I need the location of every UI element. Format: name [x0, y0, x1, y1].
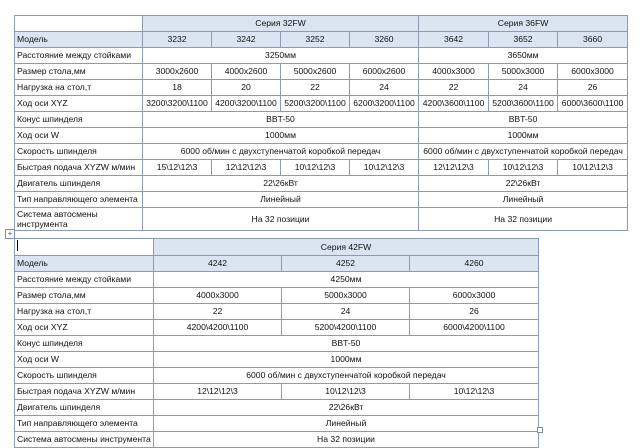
row-guide-type [15, 416, 539, 432]
value-cell: 6000x3000 [558, 64, 628, 80]
row-spindle-speed [15, 144, 628, 160]
row-rapid-feed [15, 160, 628, 176]
value-cell: 4000x3000 [154, 288, 282, 304]
value-cell: 5200\3200\1100 [281, 96, 350, 112]
value-cell: 15\12\12\3 [143, 160, 212, 176]
value-cell: 6000x2600 [350, 64, 419, 80]
value-cell: 6000 об/мин с двухступенчатой коробкой передач [419, 144, 628, 160]
value-cell: Линейный [143, 192, 419, 208]
row-label: Расстояние между стойками [15, 48, 143, 64]
value-cell: 18 [143, 80, 212, 96]
row-tool-changer [15, 432, 539, 448]
table-resize-handle[interactable] [537, 427, 543, 433]
value-cell: 4200\3600\1100 [419, 96, 489, 112]
value-cell: 6200\3200\1100 [350, 96, 419, 112]
row-spindle-motor [15, 400, 539, 416]
value-cell: 3650мм [419, 48, 628, 64]
row-guide-type [15, 192, 628, 208]
value-cell: 22\26кВт [143, 176, 419, 192]
series-32fw-header: Серия 32FW [143, 16, 419, 32]
row-label: Скорость шпинделя [15, 144, 143, 160]
move-cross-icon[interactable]: + [5, 229, 15, 239]
row-w-axis [15, 352, 539, 368]
series-header-row [15, 16, 628, 32]
row-spindle-motor [15, 176, 628, 192]
row-xyz [15, 96, 628, 112]
row-label: Конус шпинделя [15, 112, 143, 128]
value-cell: 10\12\12\3 [350, 160, 419, 176]
row-cone [15, 112, 628, 128]
value-cell: 4000x2600 [212, 64, 281, 80]
value-cell: 10\12\12\3 [281, 160, 350, 176]
row-distance [15, 48, 628, 64]
row-label: Размер стола,мм [15, 288, 154, 304]
value-cell: 6000\3600\1100 [558, 96, 628, 112]
series-42fw-header: Серия 42FW [154, 239, 539, 256]
row-label: Система автосмены инструмента [15, 432, 154, 448]
model-cell: 4252 [282, 256, 410, 272]
corner-cell [15, 239, 154, 256]
value-cell: 4200\4200\1100 [154, 320, 282, 336]
row-label: Тип направляющего элемента [15, 192, 143, 208]
series-36fw-header: Серия 36FW [419, 16, 628, 32]
spec-table-32fw-36fw [14, 15, 628, 231]
value-cell: 5200\3600\1100 [489, 96, 558, 112]
value-cell: 1000мм [419, 128, 628, 144]
value-cell: 26 [410, 304, 539, 320]
row-label: Размер стола,мм [15, 64, 143, 80]
value-cell: 10\12\12\3 [410, 384, 539, 400]
row-label: Быстрая подача XYZW м/мин [15, 384, 154, 400]
model-row [15, 32, 628, 48]
value-cell: 26 [558, 80, 628, 96]
value-cell: На 32 позиции [143, 208, 419, 231]
row-label: Быстрая подача XYZW м/мин [15, 160, 143, 176]
corner-cell [15, 16, 143, 32]
series-header-row [15, 239, 539, 256]
row-table-size [15, 288, 539, 304]
model-cell: 3260 [350, 32, 419, 48]
value-cell: 5200\4200\1100 [282, 320, 410, 336]
value-cell: 20 [212, 80, 281, 96]
value-cell: 3000x2600 [143, 64, 212, 80]
value-cell: 22\26кВт [154, 400, 539, 416]
row-label: Ход оси W [15, 128, 143, 144]
value-cell: Линейный [419, 192, 628, 208]
row-load [15, 304, 539, 320]
model-cell: 3652 [489, 32, 558, 48]
value-cell: 22\26кВт [419, 176, 628, 192]
value-cell: 10\12\12\3 [558, 160, 628, 176]
value-cell: 10\12\12\3 [489, 160, 558, 176]
value-cell: Линейный [154, 416, 539, 432]
model-cell: 3660 [558, 32, 628, 48]
value-cell: 6000\4200\1100 [410, 320, 539, 336]
value-cell: 24 [489, 80, 558, 96]
model-cell: 3242 [212, 32, 281, 48]
value-cell: 12\12\12\3 [419, 160, 489, 176]
row-w-axis [15, 128, 628, 144]
row-label: Нагрузка на стол,т [15, 304, 154, 320]
row-distance [15, 272, 539, 288]
value-cell: 1000мм [154, 352, 539, 368]
value-cell: 5000x3000 [282, 288, 410, 304]
value-cell: 12\12\12\3 [154, 384, 282, 400]
model-cell: 3252 [281, 32, 350, 48]
row-label: Ход оси XYZ [15, 96, 143, 112]
row-label: Двигатель шпинделя [15, 176, 143, 192]
row-label: Ход оси W [15, 352, 154, 368]
row-label: Конус шпинделя [15, 336, 154, 352]
value-cell: 12\12\12\3 [212, 160, 281, 176]
model-label: Модель [15, 32, 143, 48]
value-cell: 24 [350, 80, 419, 96]
value-cell: 22 [419, 80, 489, 96]
row-spindle-speed [15, 368, 539, 384]
value-cell: 5000x2600 [281, 64, 350, 80]
value-cell: 1000мм [143, 128, 419, 144]
value-cell: 4250мм [154, 272, 539, 288]
model-cell: 3232 [143, 32, 212, 48]
value-cell: 6000x3000 [410, 288, 539, 304]
row-label: Система автосмены инструмента [15, 208, 143, 231]
row-label: Скорость шпинделя [15, 368, 154, 384]
value-cell: BBT-50 [154, 336, 539, 352]
value-cell: 6000 об/мин с двухступенчатой коробкой передач [143, 144, 419, 160]
value-cell: BBT-50 [419, 112, 628, 128]
row-xyz [15, 320, 539, 336]
row-table-size [15, 64, 628, 80]
row-label: Расстояние между стойками [15, 272, 154, 288]
spec-table-42fw [14, 238, 539, 448]
value-cell: 4200\3200\1100 [212, 96, 281, 112]
model-cell: 3642 [419, 32, 489, 48]
model-cell: 4242 [154, 256, 282, 272]
value-cell: 22 [154, 304, 282, 320]
value-cell: 5000x3000 [489, 64, 558, 80]
value-cell: 22 [281, 80, 350, 96]
value-cell: 3250мм [143, 48, 419, 64]
row-rapid-feed [15, 384, 539, 400]
model-label: Модель [15, 256, 154, 272]
row-label: Двигатель шпинделя [15, 400, 154, 416]
model-row [15, 256, 539, 272]
row-label: Тип направляющего элемента [15, 416, 154, 432]
value-cell: 10\12\12\3 [282, 384, 410, 400]
value-cell: На 32 позиции [154, 432, 539, 448]
model-cell: 4260 [410, 256, 539, 272]
row-load [15, 80, 628, 96]
row-tool-changer [15, 208, 628, 231]
row-label: Ход оси XYZ [15, 320, 154, 336]
value-cell: На 32 позиции [419, 208, 628, 231]
value-cell: 6000 об/мин с двухступенчатой коробкой передач [154, 368, 539, 384]
value-cell: 4000x3000 [419, 64, 489, 80]
value-cell: BBT-50 [143, 112, 419, 128]
row-label: Нагрузка на стол,т [15, 80, 143, 96]
value-cell: 3200\3200\1100 [143, 96, 212, 112]
row-cone [15, 336, 539, 352]
value-cell: 24 [282, 304, 410, 320]
